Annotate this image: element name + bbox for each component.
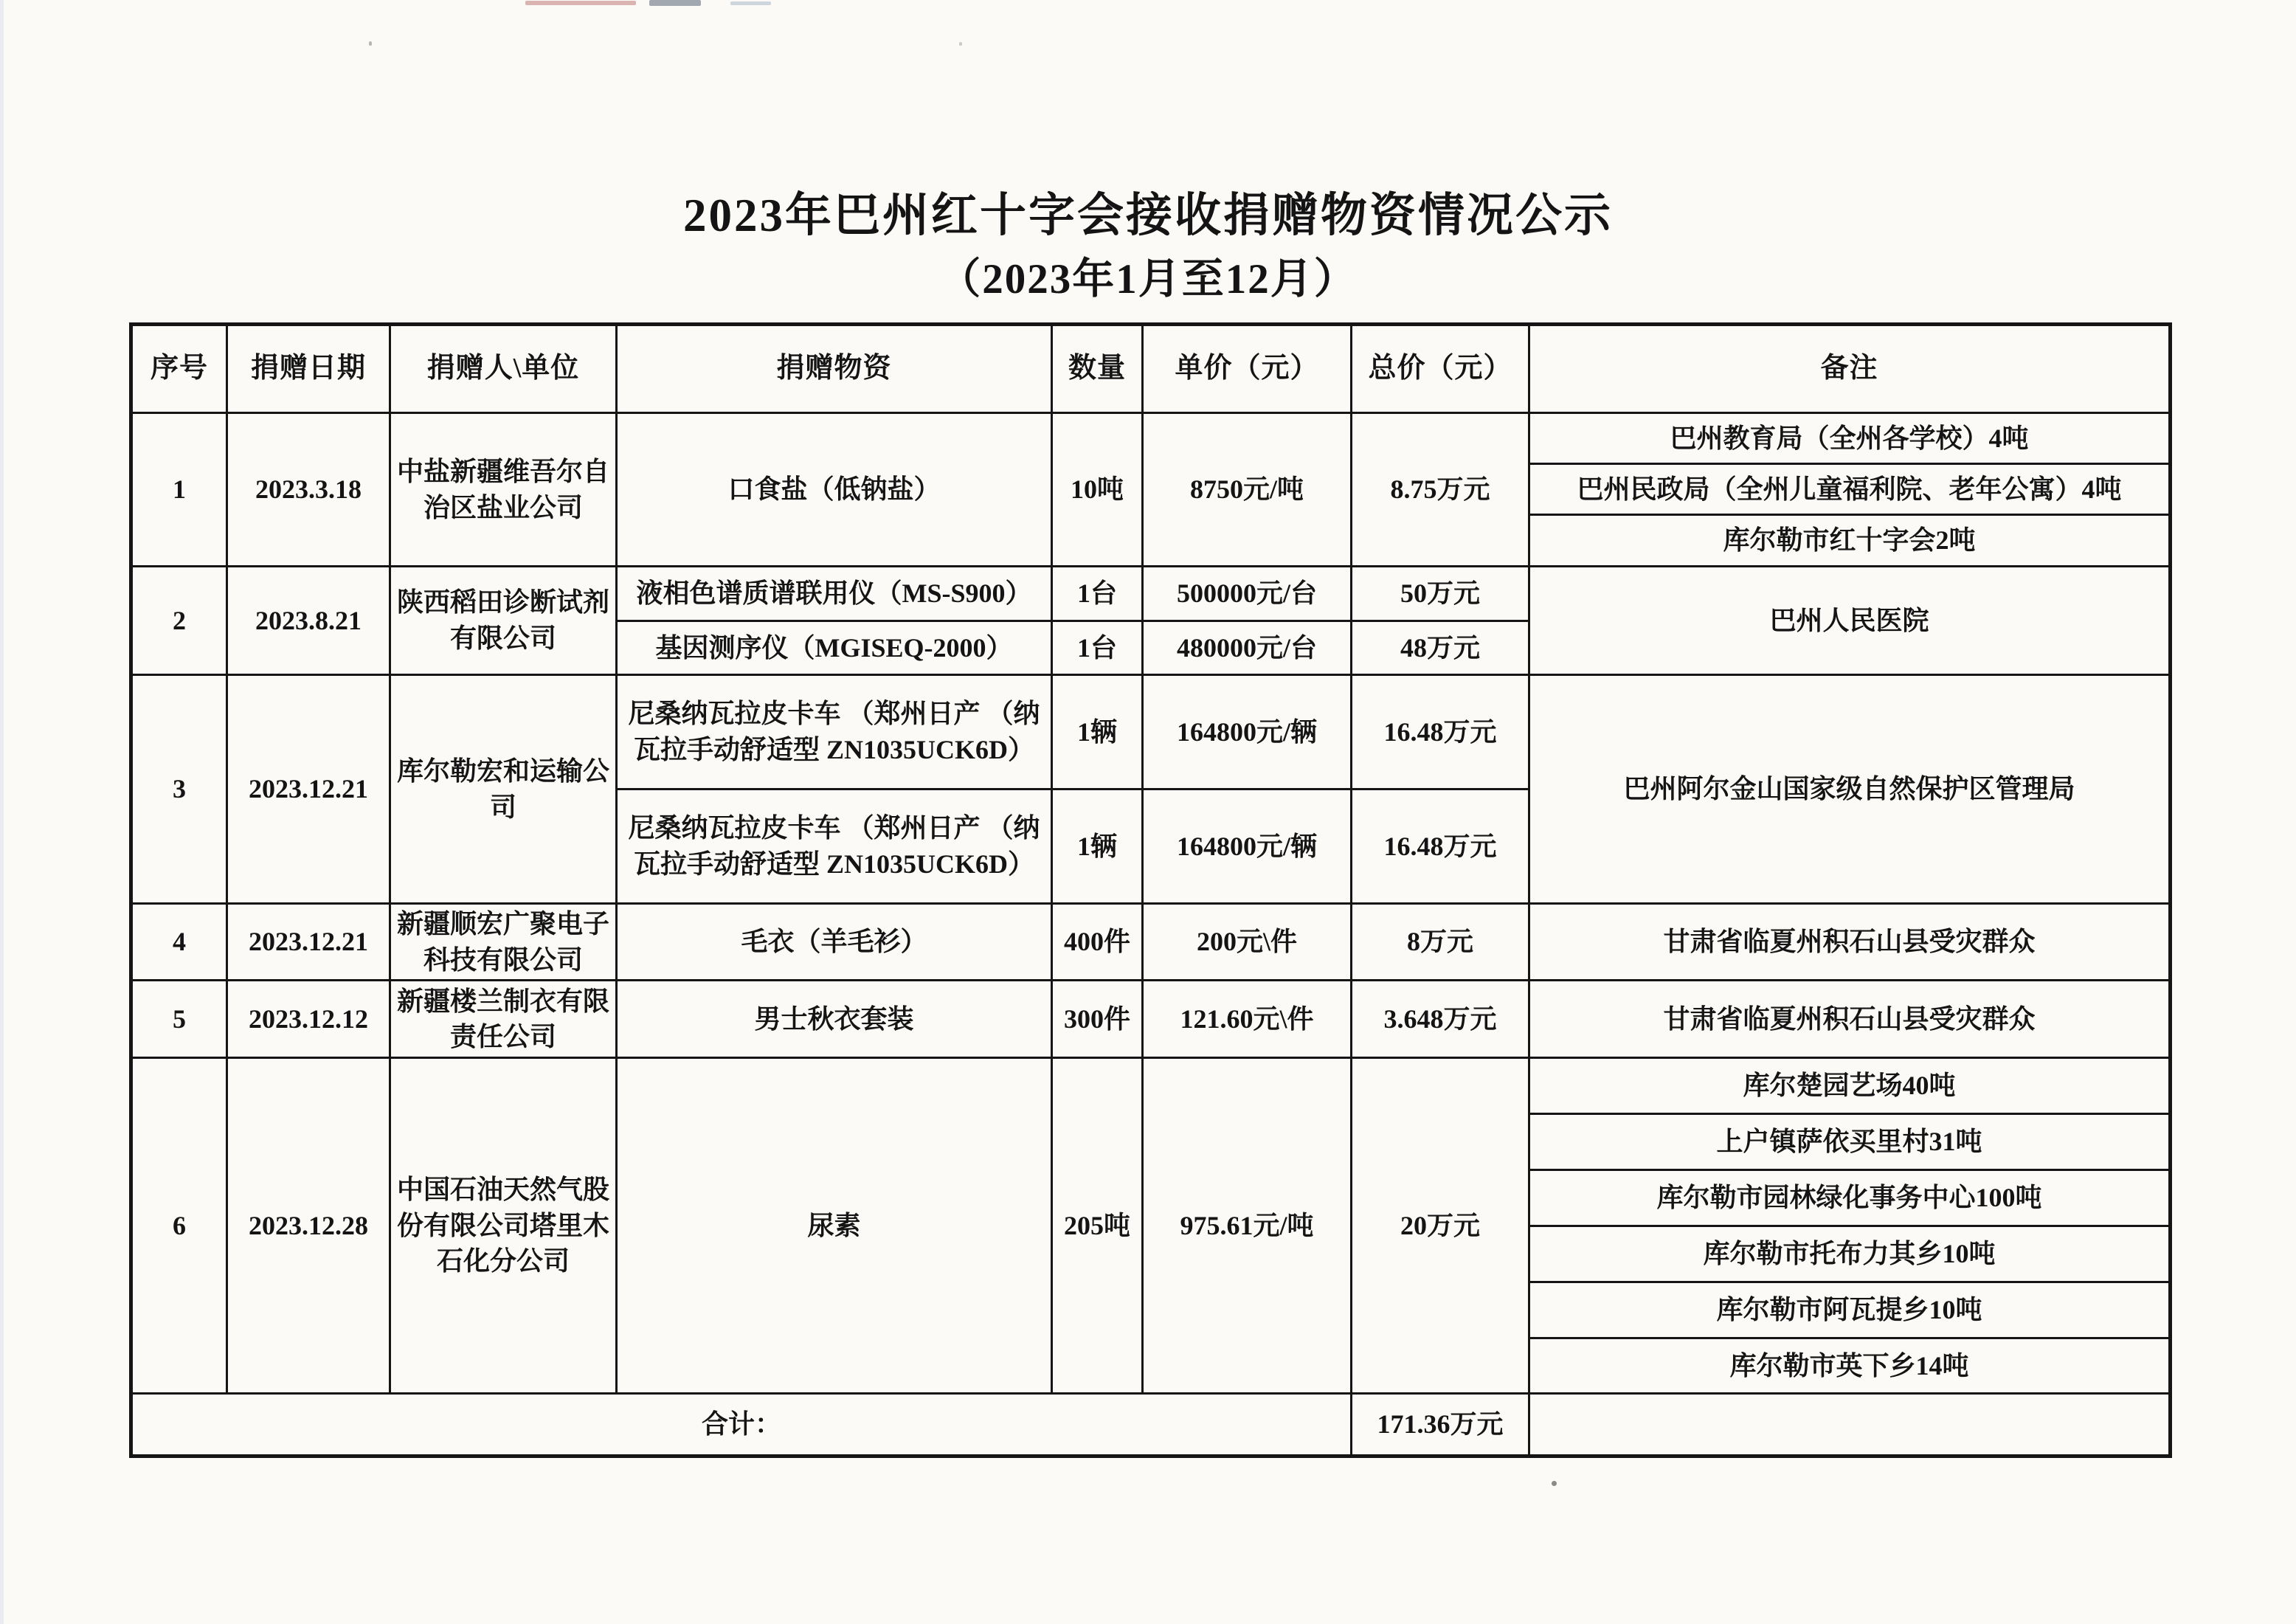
cell-remark: 巴州人民医院: [1529, 567, 2171, 675]
scan-artifact: [369, 41, 372, 46]
table-row: [131, 981, 2171, 1058]
cell-unit-price: 480000元/台: [1143, 621, 1352, 675]
cell-donor: 新疆楼兰制衣有限责任公司: [390, 981, 617, 1058]
cell-unit-price: 200元\件: [1143, 904, 1352, 981]
table-row: [131, 567, 2171, 621]
header-seq: 序号: [131, 325, 227, 413]
cell-item: 口食盐（低钠盐）: [617, 413, 1052, 567]
cell-seq: 4: [131, 904, 227, 981]
cell-item: 毛衣（羊毛衫）: [617, 904, 1052, 981]
cell-total: 16.48万元: [1352, 789, 1529, 904]
scan-artifact: [525, 1, 636, 5]
cell-remark: 库尔楚园艺场40吨: [1529, 1058, 2171, 1114]
header-date: 捐赠日期: [227, 325, 390, 413]
cell-unit-price: 164800元/辆: [1143, 789, 1352, 904]
cell-remark: 巴州民政局（全州儿童福利院、老年公寓）4吨: [1529, 464, 2171, 515]
header-donor: 捐赠人\单位: [390, 325, 617, 413]
cell-total: 16.48万元: [1352, 675, 1529, 789]
header-row: [131, 325, 2171, 413]
table-row: [131, 675, 2171, 789]
total-value: 171.36万元: [1352, 1394, 1529, 1457]
cell-total: 50万元: [1352, 567, 1529, 621]
cell-remark: 甘肃省临夏州积石山县受灾群众: [1529, 904, 2171, 981]
donations-table: [129, 322, 2172, 1458]
title-line1: 2023年巴州红十字会接收捐赠物资情况公示: [683, 190, 1613, 241]
cell-remark: 甘肃省临夏州积石山县受灾群众: [1529, 981, 2171, 1058]
cell-unit-price: 500000元/台: [1143, 567, 1352, 621]
table-row: [131, 904, 2171, 981]
header-item: 捐赠物资: [617, 325, 1052, 413]
cell-seq: 2: [131, 567, 227, 675]
cell-qty: 1台: [1052, 621, 1143, 675]
cell-item: 基因测序仪（MGISEQ-2000）: [617, 621, 1052, 675]
cell-seq: 1: [131, 413, 227, 567]
cell-item: 尼桑纳瓦拉皮卡车 （郑州日产 （纳瓦拉手动舒适型 ZN1035UCK6D）: [617, 789, 1052, 904]
cell-date: 2023.8.21: [227, 567, 390, 675]
scan-artifact: [730, 1, 771, 5]
scan-artifact: [959, 42, 962, 46]
total-row: [131, 1394, 2171, 1457]
header-total: 总价（元）: [1352, 325, 1529, 413]
cell-qty: 400件: [1052, 904, 1143, 981]
cell-remark: 库尔勒市托布力其乡10吨: [1529, 1226, 2171, 1282]
scan-artifact: [649, 0, 701, 6]
document-title: [0, 186, 2296, 308]
scan-artifact: [1552, 1481, 1557, 1486]
header-remark: 备注: [1529, 325, 2171, 413]
cell-donor: 中盐新疆维吾尔自治区盐业公司: [390, 413, 617, 567]
title-line2: （2023年1月至12月）: [938, 256, 1358, 303]
cell-item: 液相色谱质谱联用仪（MS-S900）: [617, 567, 1052, 621]
cell-seq: 3: [131, 675, 227, 904]
cell-remark: 库尔勒市英下乡14吨: [1529, 1338, 2171, 1394]
cell-remark: 巴州阿尔金山国家级自然保护区管理局: [1529, 675, 2171, 904]
cell-qty: 205吨: [1052, 1058, 1143, 1394]
cell-remark: 上户镇萨依买里村31吨: [1529, 1114, 2171, 1170]
table-row: [131, 1058, 2171, 1114]
cell-unit-price: 975.61元/吨: [1143, 1058, 1352, 1394]
cell-qty: 300件: [1052, 981, 1143, 1058]
cell-item: 尿素: [617, 1058, 1052, 1394]
cell-unit-price: 8750元/吨: [1143, 413, 1352, 567]
cell-total: 8.75万元: [1352, 413, 1529, 567]
cell-qty: 10吨: [1052, 413, 1143, 567]
cell-donor: 库尔勒宏和运输公司: [390, 675, 617, 904]
cell-total: 20万元: [1352, 1058, 1529, 1394]
cell-remark: 库尔勒市阿瓦提乡10吨: [1529, 1282, 2171, 1338]
cell-qty: 1辆: [1052, 675, 1143, 789]
cell-total: 48万元: [1352, 621, 1529, 675]
cell-donor: 新疆顺宏广聚电子科技有限公司: [390, 904, 617, 981]
total-label: 合计：: [131, 1394, 1352, 1457]
total-remark-empty: [1529, 1394, 2171, 1457]
cell-total: 8万元: [1352, 904, 1529, 981]
cell-unit-price: 121.60元\件: [1143, 981, 1352, 1058]
cell-total: 3.648万元: [1352, 981, 1529, 1058]
cell-date: 2023.3.18: [227, 413, 390, 567]
cell-item: 男士秋衣套装: [617, 981, 1052, 1058]
table-row: [131, 413, 2171, 464]
cell-date: 2023.12.12: [227, 981, 390, 1058]
cell-seq: 6: [131, 1058, 227, 1394]
cell-item: 尼桑纳瓦拉皮卡车 （郑州日产 （纳瓦拉手动舒适型 ZN1035UCK6D）: [617, 675, 1052, 789]
cell-remark: 库尔勒市红十字会2吨: [1529, 515, 2171, 567]
cell-qty: 1辆: [1052, 789, 1143, 904]
cell-seq: 5: [131, 981, 227, 1058]
header-unit-price: 单价（元）: [1143, 325, 1352, 413]
cell-date: 2023.12.28: [227, 1058, 390, 1394]
cell-qty: 1台: [1052, 567, 1143, 621]
cell-donor: 陕西稻田诊断试剂有限公司: [390, 567, 617, 675]
cell-unit-price: 164800元/辆: [1143, 675, 1352, 789]
header-qty: 数量: [1052, 325, 1143, 413]
cell-date: 2023.12.21: [227, 904, 390, 981]
cell-remark: 库尔勒市园林绿化事务中心100吨: [1529, 1170, 2171, 1226]
cell-remark: 巴州教育局（全州各学校）4吨: [1529, 413, 2171, 464]
cell-date: 2023.12.21: [227, 675, 390, 904]
cell-donor: 中国石油天然气股份有限公司塔里木石化分公司: [390, 1058, 617, 1394]
